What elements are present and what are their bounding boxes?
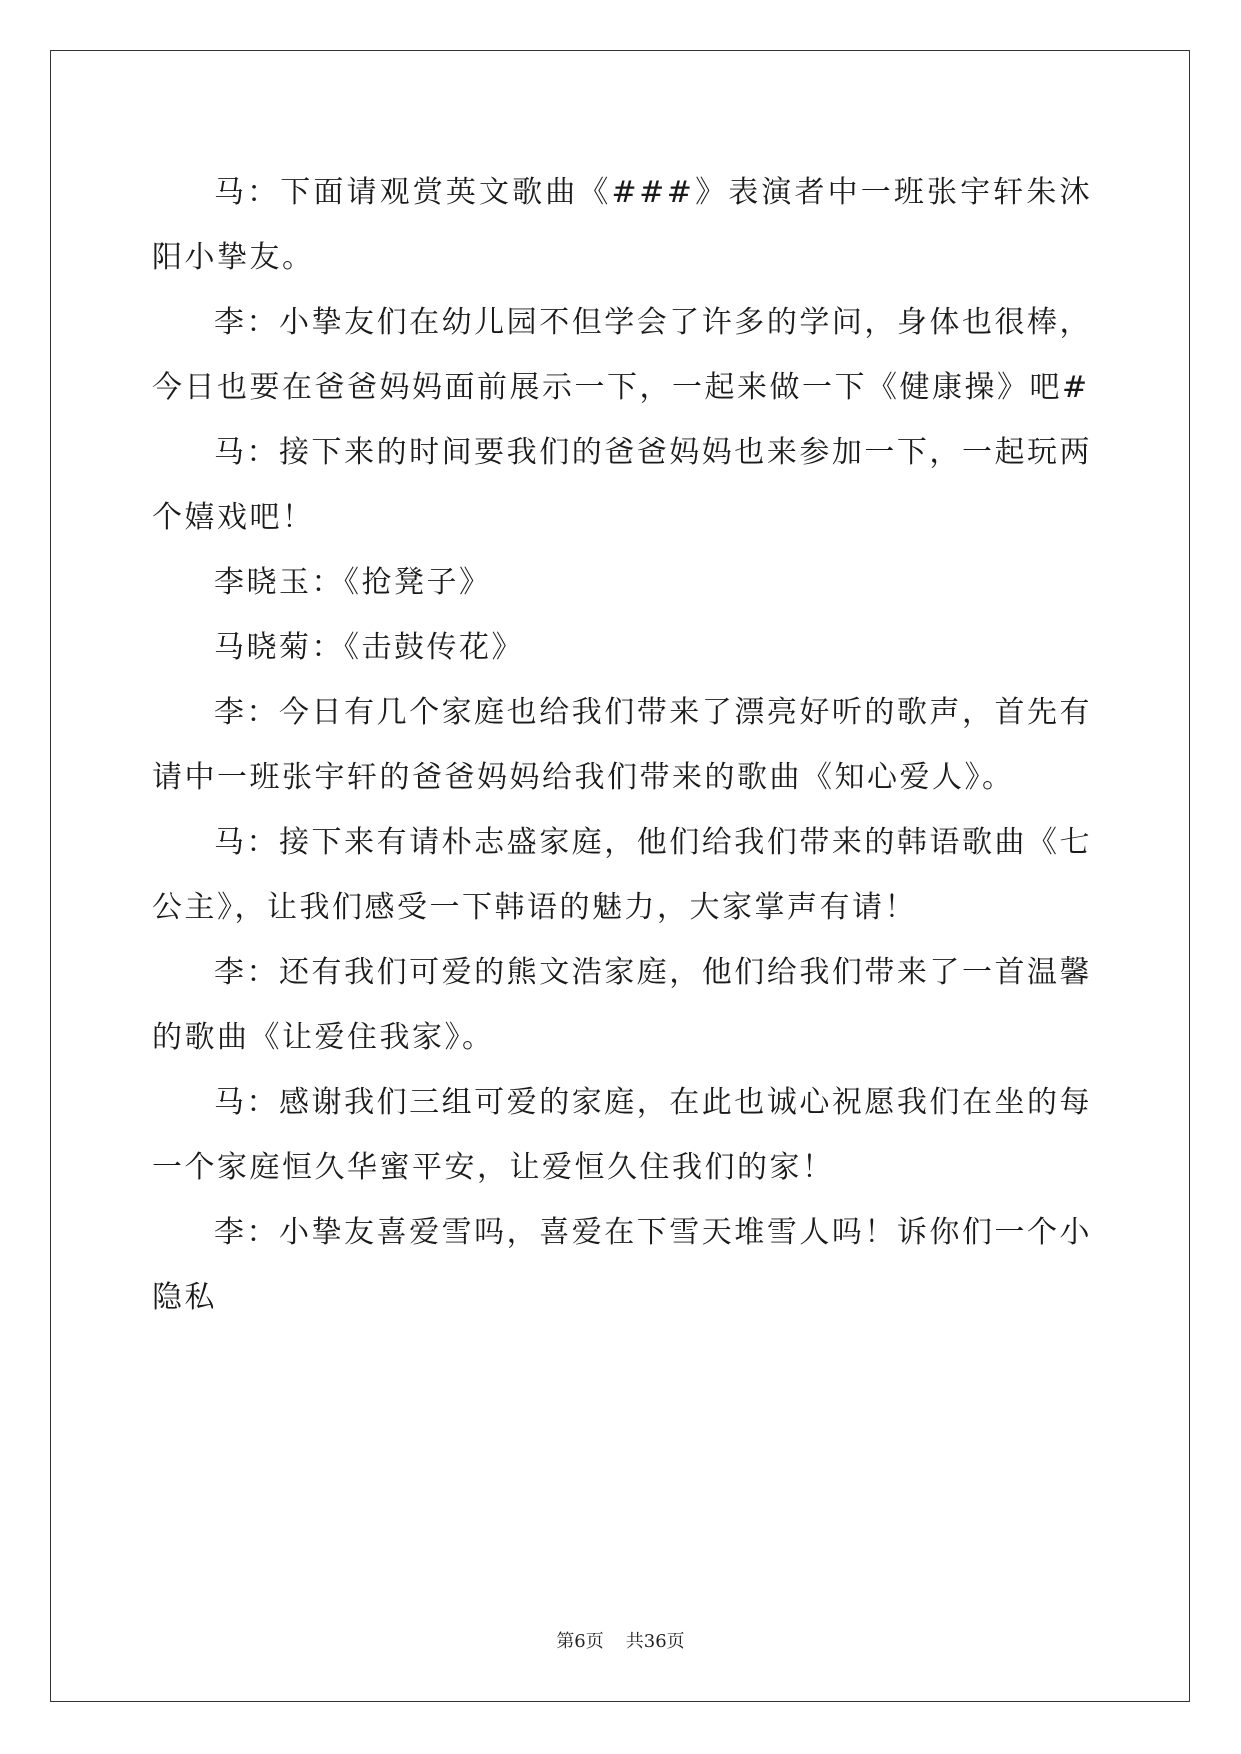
paragraph-family-song-2: 马：接下来有请朴志盛家庭，他们给我们带来的韩语歌曲《七公主》，让我们感受一下韩语的魅力，大家掌声有请！ bbox=[152, 825, 1092, 925]
paragraph-health-exercise: 李：小挚友们在幼儿园不但学会了许多的学问，身体也很棒，今日也要在爸爸妈妈面前展示一下，一起来做一下《健康操》吧# bbox=[152, 305, 1092, 405]
paragraph-family-song-3: 李：还有我们可爱的熊文浩家庭，他们给我们带来了一首温馨的歌曲《让爱住我家》。 bbox=[152, 955, 1092, 1055]
page-total: 共36页 bbox=[625, 1631, 685, 1652]
paragraph-game-chairs: 李晓玉：《抢凳子》 bbox=[214, 565, 492, 600]
paragraph-announcement-english-song: 马：下面请观赏英文歌曲《###》表演者中一班张宇轩朱沐阳小挚友。 bbox=[152, 175, 1092, 275]
document-body bbox=[152, 160, 1092, 1330]
page-footer bbox=[0, 1627, 1241, 1653]
paragraph-parent-games: 马：接下来的时间要我们的爸爸妈妈也来参加一下，一起玩两个嬉戏吧！ bbox=[152, 435, 1092, 535]
page-number: 第6页 bbox=[556, 1631, 604, 1652]
paragraph-family-song-1: 李：今日有几个家庭也给我们带来了漂亮好听的歌声，首先有请中一班张宇轩的爸爸妈妈给我们带来的歌曲《知心爱人》。 bbox=[152, 695, 1092, 795]
paragraph-game-drum: 马晓菊：《击鼓传花》 bbox=[214, 630, 524, 665]
paragraph-thanks-families: 马：感谢我们三组可爱的家庭，在此也诚心祝愿我们在坐的每一个家庭恒久华蜜平安，让爱恒久住我们的家！ bbox=[152, 1085, 1092, 1185]
paragraph-snow-intro: 李：小挚友喜爱雪吗，喜爱在下雪天堆雪人吗！诉你们一个小隐私 bbox=[152, 1215, 1092, 1315]
